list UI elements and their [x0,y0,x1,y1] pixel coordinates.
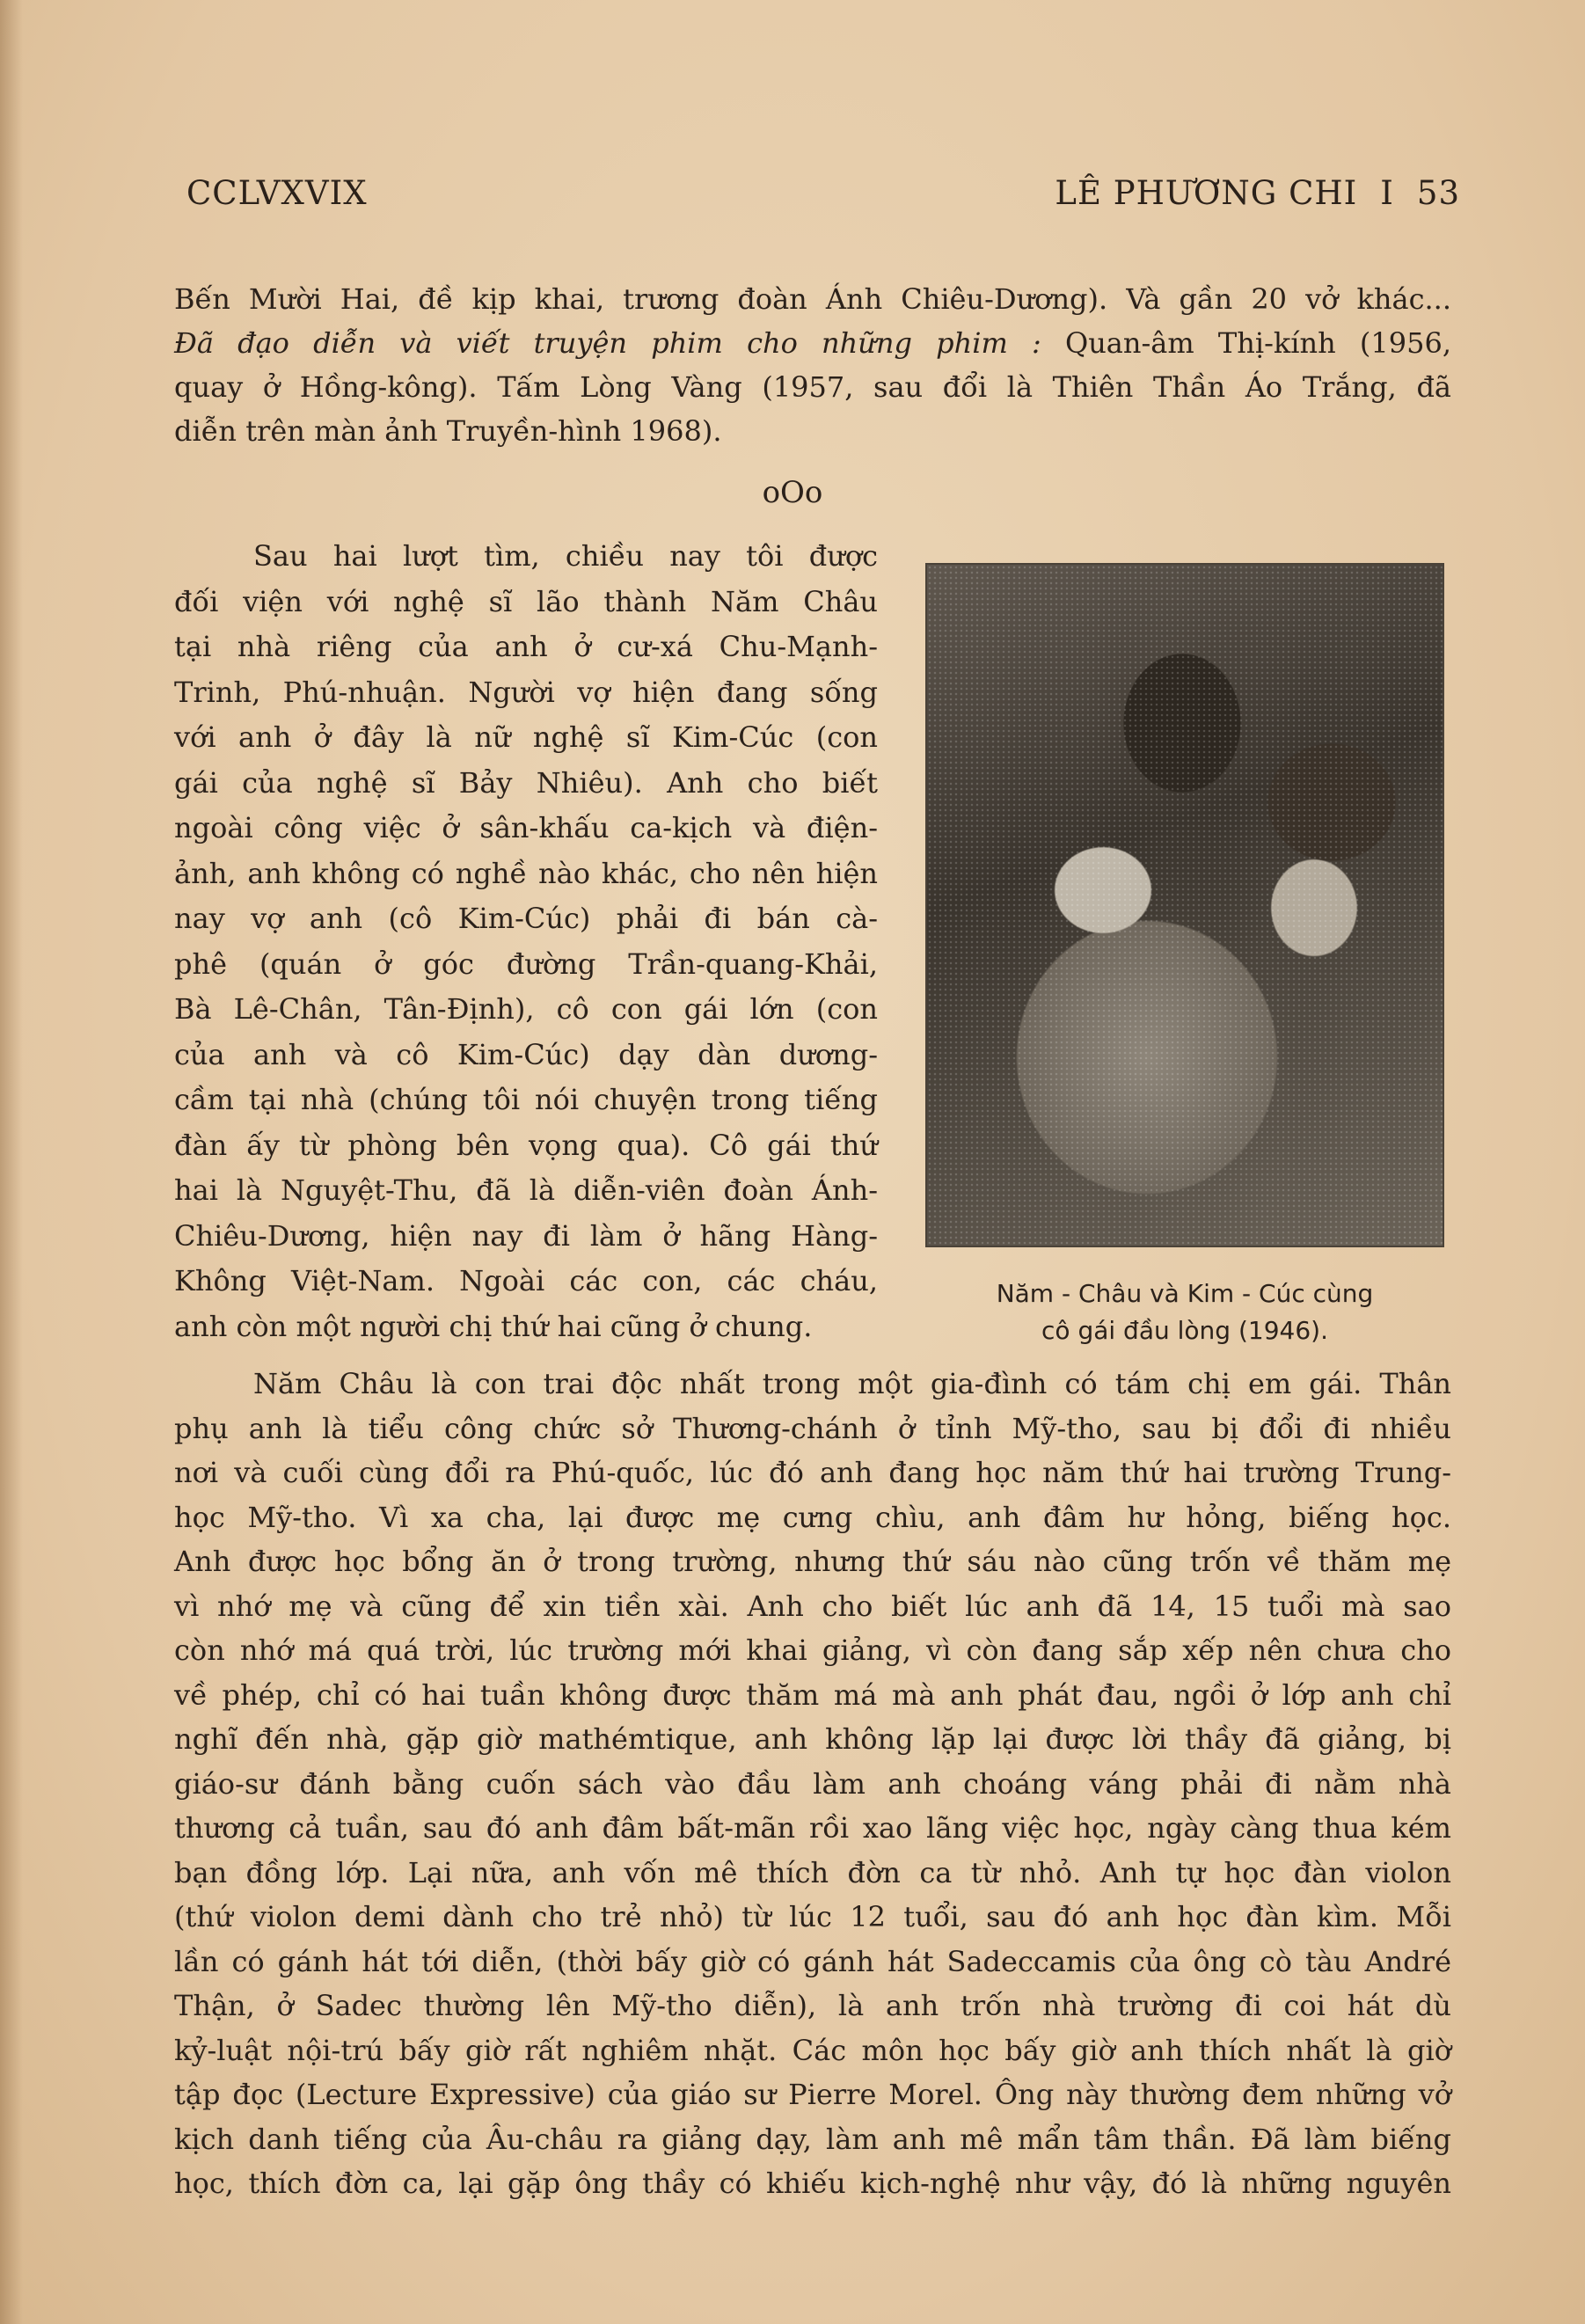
intro-line-4: diễn trên màn ảnh Truyền-hình 1968). [174,414,722,448]
column-line: gái của nghệ sĩ Bảy Nhiêu). Anh cho biết [174,765,878,800]
body-line: Anh được học bổng ăn ở trong trường, nhưng thứ sáu nào cũng trốn về thăm mẹ [174,1545,1451,1578]
photo-halftone [927,565,1443,1246]
column-line: Sau hai lượt tìm, chiều nay tôi được [253,539,878,573]
column-line: ngoài công việc ở sân-khấu ca-kịch và điện- [174,811,878,844]
family-photo [925,563,1444,1247]
body-line: vì nhớ mẹ và cũng để xin tiền xài. Anh cho biết lúc anh đã 14, 15 tuổi mà sao [174,1589,1451,1623]
body-line: phụ anh là tiểu công chức sở Thương-chánh ở tỉnh Mỹ-tho, sau bị đổi đi nhiều [174,1411,1451,1445]
interview-column [174,534,878,1349]
column-line: nay vợ anh (cô Kim-Cúc) phải đi bán cà- [174,902,878,935]
body-line: bạn đồng lớp. Lại nữa, anh vốn mê thích đờn ca từ nhỏ. Anh tự học đàn violon [174,1855,1451,1889]
header-separator: I [1380,174,1394,212]
column-line: phê (quán ở góc đường Trần-quang-Khải, [174,946,878,981]
intro-line-2 [174,321,1451,365]
body-line: nơi và cuối cùng đổi ra Phú-quốc, lúc đó anh đang học năm thứ hai trường Trung- [174,1456,1451,1489]
column-line: đối viện với nghệ sĩ lão thành Năm Châu [174,584,878,618]
body-line: thương cả tuần, sau đó anh đâm bất-mãn rồi xao lãng việc học, ngày càng thua kém [174,1811,1451,1845]
column-line: cầm tại nhà (chúng tôi nói chuyện trong tiếng [174,1083,878,1116]
biography-paragraph [174,1362,1451,2206]
intro-line-3: quay ở Hồng-kông). Tấm Lòng Vàng (1957, sau đổi là Thiên Thần Áo Trắng, đã [174,370,1451,404]
photo-caption-line-1: Năm - Châu và Kim - Cúc cùng [996,1279,1374,1308]
body-line: Thận, ở Sadec thường lên Mỹ-tho diễn), là anh trốn nhà trường đi coi hát dù [174,1989,1451,2022]
column-line: Chiêu-Dương, hiện nay đi làm ở hãng Hàng- [174,1218,878,1253]
body-line: nghĩ đến nhà, gặp giờ mathémtique, anh không lặp lại được lời thầy đã giảng, bị [174,1722,1451,1756]
intro-line-1: Bến Mười Hai, đề kịp khai, trương đoàn Ánh Chiêu-Dương). Và gần 20 vở khác... [174,282,1451,316]
column-line: ảnh, anh không có nghề nào khác, cho nên hiện [174,856,878,890]
intro-line-2-rest: Quan-âm Thị-kính (1956, [1041,326,1452,360]
column-line: hai là Nguyệt-Thu, đã là diễn-viên đoàn Ánh- [174,1173,878,1207]
column-line: tại nhà riêng của anh ở cư-xá Chu-Mạnh- [174,630,878,663]
body-line: kỷ-luật nội-trú bấy giờ rất nghiêm nhặt. Các môn học bấy giờ anh thích nhất là giờ [174,2033,1451,2067]
column-line: Không Việt-Nam. Ngoài các con, các cháu, [174,1264,878,1297]
body-line: kịch danh tiếng của Âu-châu ra giảng dạy, làm anh mê mẩn tâm thần. Đã làm biếng [174,2122,1451,2156]
intro-paragraph [174,277,1451,453]
photo-caption [925,1275,1444,1349]
column-line: của anh và cô Kim-Cúc) dạy dàn dương- [174,1037,878,1071]
running-head-right [1032,174,1460,212]
body-line: giáo-sư đánh bằng cuốn sách vào đầu làm anh choáng váng phải đi nằm nhà [174,1766,1451,1801]
author-name: LÊ PHƯƠNG CHI [1055,174,1358,212]
column-line: đàn ấy từ phòng bên vọng qua). Cô gái thứ [174,1128,878,1162]
body-line: học, thích đờn ca, lại gặp ông thầy có khiếu kịch-nghệ như vậy, đó là những nguyên [174,2167,1451,2200]
column-line: Bà Lê-Chân, Tân-Định), cô con gái lớn (con [174,992,878,1026]
section-separator: oOo [762,475,823,510]
body-line: học Mỹ-tho. Vì xa cha, lại được mẹ cưng chìu, anh đâm hư hỏng, biếng học. [174,1500,1451,1534]
body-line: còn nhớ má quá trời, lúc trường mới khai giảng, vì còn đang sắp xếp nên chưa cho [174,1633,1451,1667]
photo-caption-line-2: cô gái đầu lòng (1946). [1041,1316,1328,1345]
column-line: anh còn một người chị thứ hai cũng ở chung. [174,1309,813,1343]
body-line: Năm Châu là con trai độc nhất trong một gia-đình có tám chị em gái. Thân [253,1367,1451,1400]
body-line: về phép, chỉ có hai tuần không được thăm má mà anh phát đau, ngồi ở lớp anh chỉ [174,1677,1451,1712]
column-line: Trinh, Phú-nhuận. Người vợ hiện đang sống [174,675,878,709]
page-edge-shadow [0,0,23,2324]
intro-italic-phrase: Đã đạo diễn và viết truyện phim cho những phim : [174,326,1041,360]
column-line: với anh ở đây là nữ nghệ sĩ Kim-Cúc (con [174,720,878,754]
body-line: tập đọc (Lecture Expressive) của giáo sư Pierre Morel. Ông này thường đem những vở [174,2078,1451,2111]
chapter-roman-numeral: CCLVXVIX [186,174,368,212]
body-line: (thứ violon demi dành cho trẻ nhỏ) từ lúc 12 tuổi, sau đó anh học đàn kìm. Mỗi [174,1900,1451,1933]
page-number: 53 [1416,174,1460,212]
body-line: lần có gánh hát tới diễn, (thời bấy giờ có gánh hát Sadeccamis của ông cò tàu André [174,1944,1451,1978]
